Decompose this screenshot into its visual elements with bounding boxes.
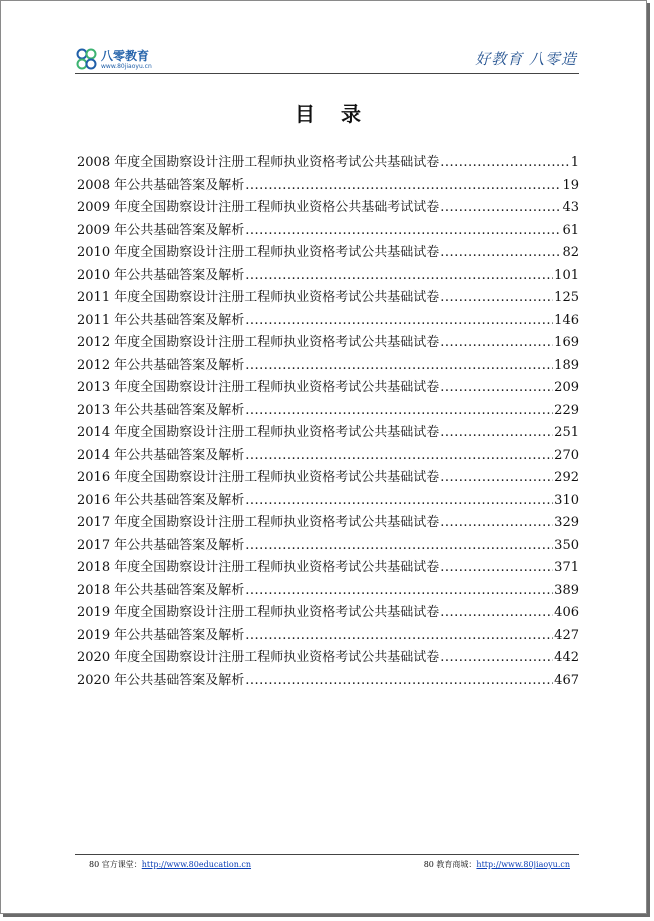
toc-entry-page: 467 xyxy=(554,672,579,688)
page-title: 目录 xyxy=(295,102,387,126)
toc-entry-page: 371 xyxy=(554,560,579,575)
logo-url: www.80jiaoyu.cn xyxy=(101,63,152,70)
toc-leader-dots xyxy=(245,223,561,238)
toc-leader-dots xyxy=(245,673,553,688)
toc-entry-page: 292 xyxy=(554,470,579,485)
toc-entry-label: 2009 年度全国勘察设计注册工程师执业资格公共基础考试试卷 xyxy=(77,200,440,215)
toc-entry[interactable] xyxy=(77,151,579,174)
toc-leader-dots xyxy=(245,313,553,328)
footer-right-link[interactable]: http://www.80jiaoyu.cn xyxy=(476,860,570,869)
toc-leader-dots xyxy=(440,650,553,665)
toc-leader-dots xyxy=(245,358,553,373)
toc-entry-label: 2014 年公共基础答案及解析 xyxy=(77,447,245,463)
toc-entry[interactable] xyxy=(77,399,579,422)
toc-entry[interactable] xyxy=(77,196,579,219)
footer-left xyxy=(89,859,251,870)
toc-entry-label: 2014 年度全国勘察设计注册工程师执业资格考试公共基础试卷 xyxy=(77,425,440,440)
toc-entry-label: 2011 年公共基础答案及解析 xyxy=(77,312,245,328)
toc-leader-dots xyxy=(245,268,553,283)
toc-entry[interactable] xyxy=(77,331,579,354)
toc-entry-page: 19 xyxy=(562,177,579,193)
toc-entry[interactable] xyxy=(77,309,579,332)
toc-entry[interactable] xyxy=(77,174,579,197)
toc-entry[interactable] xyxy=(77,646,579,669)
toc-entry[interactable] xyxy=(77,444,579,467)
toc-leader-dots xyxy=(245,403,553,418)
toc-leader-dots xyxy=(440,470,553,485)
toc-entry[interactable] xyxy=(77,601,579,624)
toc-entry-label: 2016 年度全国勘察设计注册工程师执业资格考试公共基础试卷 xyxy=(77,470,440,485)
toc-leader-dots xyxy=(245,583,553,598)
logo-name: 八零教育 xyxy=(101,49,150,63)
table-of-contents xyxy=(77,151,579,691)
toc-entry-label: 2012 年公共基础答案及解析 xyxy=(77,357,245,373)
footer-divider xyxy=(75,854,579,855)
toc-entry[interactable] xyxy=(77,421,579,444)
toc-entry-page: 43 xyxy=(562,200,579,215)
toc-leader-dots xyxy=(440,425,553,440)
toc-entry-page: 310 xyxy=(554,492,579,508)
toc-entry-page: 406 xyxy=(554,605,579,620)
toc-entry-page: 389 xyxy=(554,582,579,598)
footer-right-label: 80 教育商城： xyxy=(423,860,477,869)
toc-entry[interactable] xyxy=(77,376,579,399)
toc-entry-page: 61 xyxy=(562,222,579,238)
toc-entry[interactable] xyxy=(77,624,579,647)
toc-entry-label: 2020 年公共基础答案及解析 xyxy=(77,672,245,688)
toc-entry[interactable] xyxy=(77,466,579,489)
toc-entry[interactable] xyxy=(77,219,579,242)
toc-leader-dots xyxy=(245,628,553,643)
toc-entry-label: 2013 年公共基础答案及解析 xyxy=(77,402,245,418)
footer-left-label: 80 官方课堂： xyxy=(89,860,142,869)
toc-entry-page: 350 xyxy=(554,537,579,553)
footer-right xyxy=(424,859,570,870)
toc-leader-dots xyxy=(440,290,553,305)
header-slogan: 好教育 八零造 xyxy=(475,50,577,68)
toc-leader-dots xyxy=(245,538,553,553)
toc-entry[interactable] xyxy=(77,264,579,287)
toc-entry-label: 2017 年公共基础答案及解析 xyxy=(77,537,245,553)
toc-entry[interactable] xyxy=(77,669,579,692)
toc-entry-label: 2010 年公共基础答案及解析 xyxy=(77,267,245,283)
toc-leader-dots xyxy=(440,155,570,170)
toc-leader-dots xyxy=(440,605,553,620)
toc-entry-label: 2012 年度全国勘察设计注册工程师执业资格考试公共基础试卷 xyxy=(77,335,440,350)
toc-entry-page: 270 xyxy=(554,447,579,463)
toc-entry[interactable] xyxy=(77,556,579,579)
toc-entry-label: 2008 年公共基础答案及解析 xyxy=(77,177,245,193)
toc-entry-page: 169 xyxy=(554,335,579,350)
toc-entry[interactable] xyxy=(77,579,579,602)
toc-leader-dots xyxy=(440,335,553,350)
toc-entry-label: 2013 年度全国勘察设计注册工程师执业资格考试公共基础试卷 xyxy=(77,380,440,395)
toc-entry-page: 442 xyxy=(554,650,579,665)
toc-entry[interactable] xyxy=(77,511,579,534)
toc-entry-page: 189 xyxy=(554,357,579,373)
header-divider xyxy=(75,73,579,74)
toc-entry-page: 1 xyxy=(570,155,579,170)
toc-entry-page: 251 xyxy=(554,425,579,440)
toc-entry[interactable] xyxy=(77,534,579,557)
toc-entry-label: 2008 年度全国勘察设计注册工程师执业资格考试公共基础试卷 xyxy=(77,155,440,170)
toc-leader-dots xyxy=(440,380,553,395)
toc-leader-dots xyxy=(440,200,561,215)
toc-entry[interactable] xyxy=(77,354,579,377)
toc-entry-page: 82 xyxy=(562,245,579,260)
toc-entry[interactable] xyxy=(77,241,579,264)
toc-entry-page: 329 xyxy=(554,515,579,530)
toc-leader-dots xyxy=(440,560,553,575)
toc-entry[interactable] xyxy=(77,286,579,309)
toc-entry-label: 2010 年度全国勘察设计注册工程师执业资格考试公共基础试卷 xyxy=(77,245,440,260)
toc-leader-dots xyxy=(245,448,553,463)
footer-left-link[interactable]: http://www.80education.cn xyxy=(141,860,252,869)
toc-entry-label: 2018 年公共基础答案及解析 xyxy=(77,582,245,598)
toc-leader-dots xyxy=(245,178,561,193)
toc-entry-label: 2009 年公共基础答案及解析 xyxy=(77,222,245,238)
toc-entry-page: 101 xyxy=(554,267,579,283)
toc-leader-dots xyxy=(245,493,553,508)
toc-entry-label: 2016 年公共基础答案及解析 xyxy=(77,492,245,508)
toc-entry-label: 2020 年度全国勘察设计注册工程师执业资格考试公共基础试卷 xyxy=(77,650,440,665)
toc-entry-label: 2011 年度全国勘察设计注册工程师执业资格考试公共基础试卷 xyxy=(77,290,440,305)
toc-entry[interactable] xyxy=(77,489,579,512)
page-header xyxy=(75,45,579,73)
toc-entry-label: 2018 年度全国勘察设计注册工程师执业资格考试公共基础试卷 xyxy=(77,560,440,575)
toc-entry-page: 427 xyxy=(554,627,579,643)
toc-entry-label: 2019 年度全国勘察设计注册工程师执业资格考试公共基础试卷 xyxy=(77,605,440,620)
80-education-logo-icon xyxy=(75,48,99,70)
toc-entry-page: 209 xyxy=(554,380,579,395)
toc-leader-dots xyxy=(440,245,561,260)
toc-entry-page: 146 xyxy=(554,312,579,328)
toc-entry-label: 2017 年度全国勘察设计注册工程师执业资格考试公共基础试卷 xyxy=(77,515,440,530)
toc-entry-page: 229 xyxy=(554,402,579,418)
toc-entry-page: 125 xyxy=(554,290,579,305)
toc-leader-dots xyxy=(440,515,553,530)
toc-entry-label: 2019 年公共基础答案及解析 xyxy=(77,627,245,643)
